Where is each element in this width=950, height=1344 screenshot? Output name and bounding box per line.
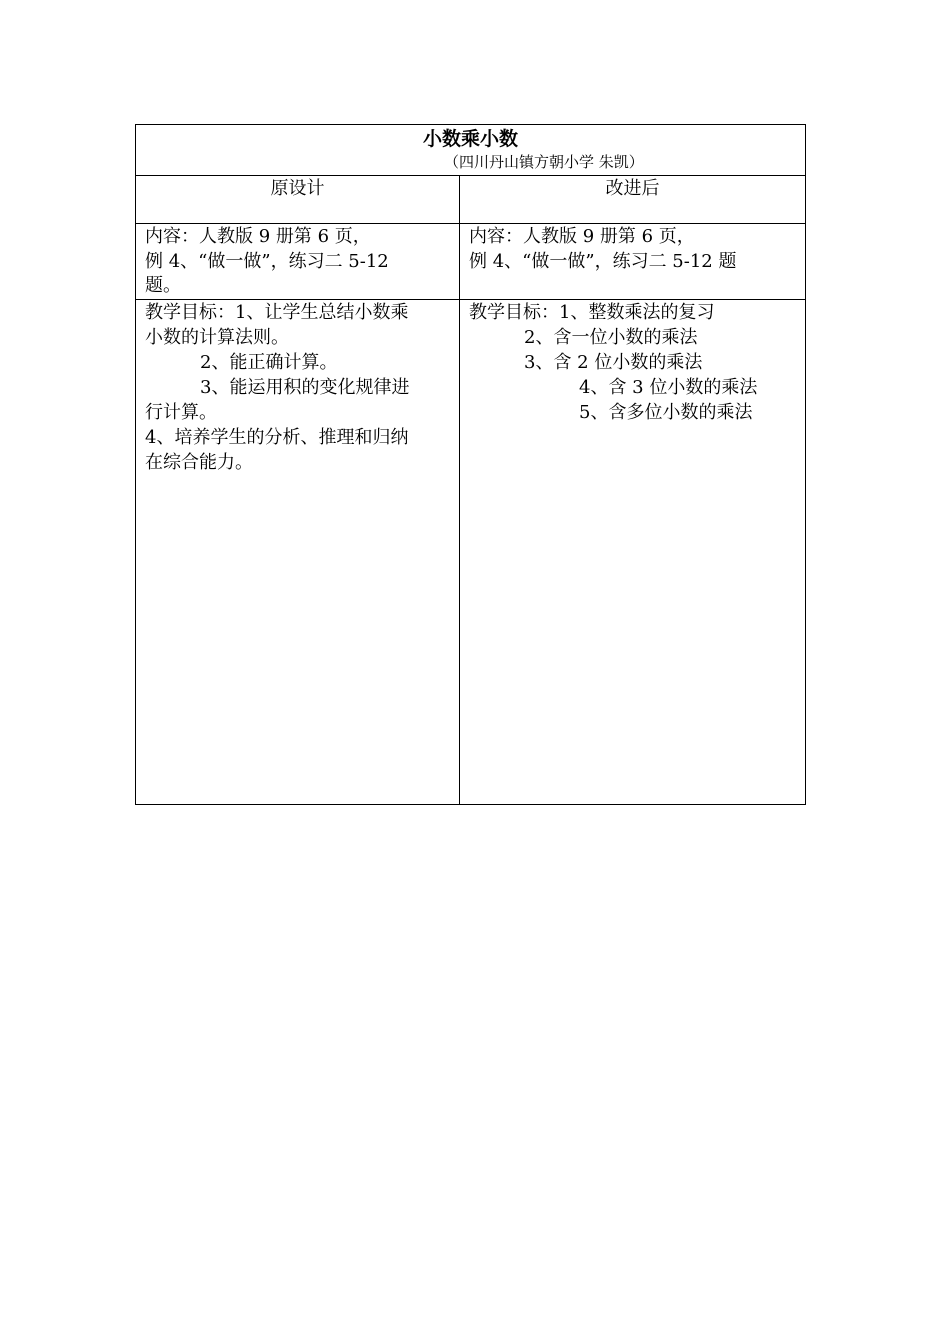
title-cell (136, 125, 806, 176)
original-goal-line: 2、能正确计算。 (200, 351, 338, 373)
original-goal-line: 在综合能力。 (145, 451, 253, 473)
improved-goal-line: 5、含多位小数的乘法 (579, 401, 753, 423)
improved-goal-line: 4、含 3 位小数的乘法 (579, 376, 758, 398)
improved-goal-line: 3、含 2 位小数的乘法 (524, 351, 703, 373)
column-header-original: 原设计 (136, 176, 460, 224)
author-line: （四川丹山镇方朝小学 朱凯） (444, 153, 644, 171)
original-goal-line: 教学目标：1、让学生总结小数乘 (145, 301, 409, 323)
document-title: 小数乘小数 (422, 128, 518, 150)
content-row (136, 224, 806, 300)
improved-content-cell (460, 224, 806, 300)
improved-goals-cell (460, 299, 806, 804)
column-header-row (136, 176, 806, 224)
improved-goal-line: 2、含一位小数的乘法 (524, 326, 698, 348)
title-row (136, 125, 806, 176)
original-content-line: 例 4、“做一做”，练习二 5-12 (145, 250, 389, 272)
improved-goal-line: 教学目标：1、整数乘法的复习 (469, 301, 715, 323)
original-goals-cell (136, 299, 460, 804)
original-goal-line: 3、能运用积的变化规律进 (200, 376, 410, 398)
original-content-line: 内容：人教版 9 册第 6 页， (145, 226, 371, 247)
original-goal-line: 行计算。 (145, 401, 217, 423)
original-goal-line: 4、培养学生的分析、推理和归纳 (145, 426, 409, 448)
goals-row (136, 299, 806, 804)
improved-content-line: 内容：人教版 9 册第 6 页， (469, 226, 695, 247)
improved-content-line: 例 4、“做一做”，练习二 5-12 题 (469, 250, 737, 272)
column-header-improved: 改进后 (460, 176, 806, 224)
original-goal-line: 小数的计算法则。 (145, 326, 289, 348)
original-content-cell (136, 224, 460, 300)
lesson-comparison-table (135, 124, 806, 805)
original-content-line: 题。 (145, 275, 181, 296)
